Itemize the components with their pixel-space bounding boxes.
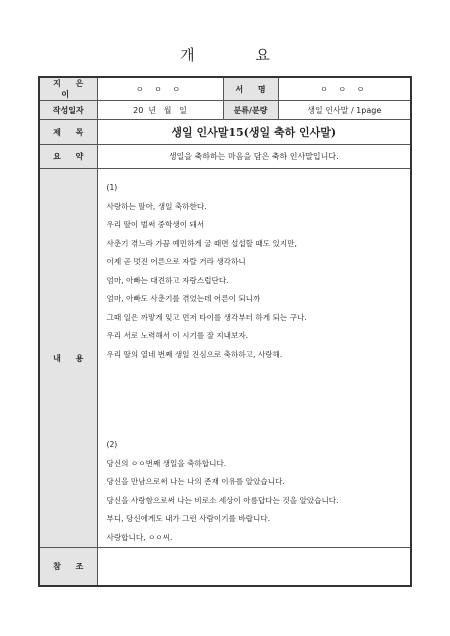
signer-value: ㅇ ㅇ ㅇ [278,77,411,101]
date-value: 20 년 월 일 [97,101,223,120]
content-part-2 [107,436,411,547]
reference-value [97,548,411,586]
document-title: 개 요 [180,46,298,64]
content-part-1 [107,179,411,364]
subject-value: 생일 인사말15(생일 축하 인사말) [97,120,411,145]
author-label: 지 은 이 [39,77,97,101]
content-line: (2) [106,440,118,449]
content-line: 엄마, 아빠는 대견하고 자랑스럽단다. [106,275,229,285]
summary-label: 요 약 [39,145,97,169]
content-label: 내 용 [39,169,97,548]
signer-label: 서 명 [223,77,278,101]
summary-value: 생일을 축하하는 마음을 담은 축하 인사말입니다. [97,145,411,169]
content-line: 이제 곧 멋진 어른으로 자랄 거라 생각하니 [106,257,246,266]
content-line: 엄마, 아빠도 사춘기를 겪었는데 어른이 되니까 [106,294,261,303]
subject-label: 제 목 [39,120,97,145]
summary-sheet [38,76,412,587]
date-label: 작성일자 [39,101,97,120]
content-line: 당신을 만남으로써 나는 나의 존재 이유를 알았습니다. [106,477,285,486]
content-line: 사춘기 겪느라 가끔 예민하게 굴 때면 섭섭할 때도 있지만, [106,238,297,248]
content-line: 우리 딸의 열네 번째 생일 진심으로 축하하고, 사랑해. [106,349,283,359]
content-line: 사랑합니다, ㅇㅇ씨. [106,532,173,542]
content-body [97,169,411,548]
reference-label: 참 조 [39,548,97,586]
content-line: 부디, 당신에게도 내가 그런 사람이기를 바랍니다. [106,514,271,523]
content-line: 그때 일은 까맣게 잊고 먼저 타이를 생각부터 하게 되는 구나. [106,312,307,322]
content-line: 사랑하는 딸아, 생일 축하한다. [106,201,207,211]
category-label: 분류/분량 [223,101,278,120]
content-line: 우리 딸이 벌써 중학생이 돼서 [106,220,205,229]
author-value: ㅇ ㅇ ㅇ [97,77,223,101]
content-line: 당신을 사랑함으로써 나는 비로소 세상이 아름답다는 것을 알았습니다. [106,495,339,505]
content-line: (1) [106,183,118,192]
content-line: 우리 서로 노력해서 이 시기를 잘 지내보자. [106,331,249,340]
content-line: 당신의 ㅇㅇ번째 생일을 축하합니다. [106,458,227,468]
category-value: 생일 인사말 / 1page [278,101,411,120]
